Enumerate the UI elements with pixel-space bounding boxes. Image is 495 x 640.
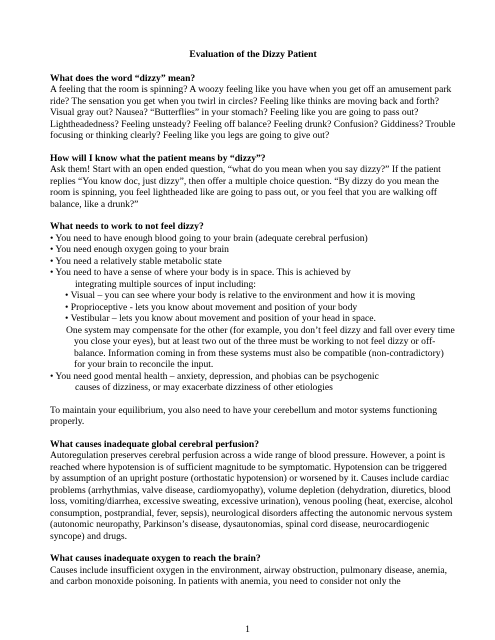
- section-what-dizzy-means: [50, 73, 456, 142]
- document-title: Evaluation of the Dizzy Patient: [189, 49, 317, 60]
- section-patient-meaning: [50, 153, 456, 211]
- list-item-continuation: causes of dizziness, or may exacerbate dizziness of other etiologies: [75, 382, 333, 393]
- spacer: [50, 394, 456, 405]
- section-paragraph: Ask them! Start with an open ended question, “what do you mean when you say dizzy?” If the patient replies “You know doc, just dizzy”, then offer a multiple choice question. “By dizzy do you mean the room is spinning, you feel lightheaded like are going to pass out, or you feel that you are walking off balance, like a drunk?”: [50, 164, 441, 210]
- section-what-needs-to-work: [50, 221, 456, 428]
- sub-list-item: • Proprioceptive - lets you know about movement and position of your body: [65, 301, 358, 313]
- section-paragraph: To maintain your equilibrium, you also need to have your cerebellum and motor systems functioning properly.: [50, 404, 437, 427]
- section-inadequate-oxygen: [50, 553, 456, 588]
- section-heading: How will I know what the patient means by “dizzy”?: [50, 152, 266, 164]
- section-heading: What needs to work to not feel dizzy?: [50, 221, 204, 232]
- compensation-note: One system may compensate for the other (for example, you don’t feel dizzy and fall over every time you close your eyes), but at least two out of the three must be working to not feel dizzy or off-balance. Information coming in from these systems must also be compatible (non-contradictory) for your brain to reconcile the input.: [66, 324, 455, 370]
- list-item-continuation: integrating multiple sources of input including:: [75, 278, 256, 290]
- document-body: [50, 49, 456, 599]
- section-paragraph: Causes include insufficient oxygen in the environment, airway obstruction, pulmonary disease, anemia, and carbon monoxide poisoning. In patients with anemia, you need to consider not only the: [50, 564, 448, 587]
- sub-list-item: • Vestibular – lets you know about movement and position of your head in space.: [65, 313, 376, 324]
- sub-list-item: • Visual – you can see where your body is relative to the environment and how it is moving: [65, 290, 416, 301]
- list-item: • You need enough oxygen going to your brain: [50, 244, 229, 255]
- section-paragraph: Autoregulation preserves cerebral perfusion across a wide range of blood pressure. However, a point is reached where hypotension is of sufficient magnitude to be symptomatic. Hypotension can be triggered by assumption of an upright posture (orthostatic hypotension) or worsened by it. Causes include cardiac problems (arrhythmias, valve disease, cardiomyopathy), volume depletion (dehydration, diuretics, blood loss, vomiting/diarrhea, excessive sweating, excessive urination), venous pooling (heat, exercise, alcohol consumption, postprandial, fever, sepsis), neurological disorders affecting the autonomic nervous system (autonomic neuropathy, Parkinson’s disease, dysautonomias, spinal cord disease, neurocardiogenic syncope) and drugs.: [50, 450, 453, 542]
- list-item: • You need good mental health – anxiety, depression, and phobias can be psychogenic: [50, 370, 379, 382]
- list-item: • You need a relatively stable metabolic state: [50, 255, 222, 267]
- list-item: • You need to have a sense of where your body is in space. This is achieved by: [50, 267, 351, 278]
- page-number: 1: [245, 624, 250, 635]
- section-heading: What causes inadequate global cerebral perfusion?: [50, 438, 260, 450]
- section-cerebral-perfusion: [50, 439, 456, 543]
- list-item: • You need to have enough blood going to your brain (adequate cerebral perfusion): [50, 232, 368, 244]
- section-paragraph: A feeling that the room is spinning? A woozy feeling like you have when you get off an amusement park ride? The sensation you get when you twirl in circles? Feeling like thinks are moving back and forth? Visual gray out? Nausea? “Butterflies” in your stomach? Feeling like you are going to pass out? Lightheadedness? Feeling unsteady? Feeling off balance? Feeling drunk? Confusion? Giddiness? Trouble focusing or thinking clearly? Feeling like you legs are going to give out?: [50, 84, 456, 141]
- section-heading: What causes inadequate oxygen to reach the brain?: [50, 553, 261, 564]
- section-heading: What does the word “dizzy” mean?: [50, 72, 196, 84]
